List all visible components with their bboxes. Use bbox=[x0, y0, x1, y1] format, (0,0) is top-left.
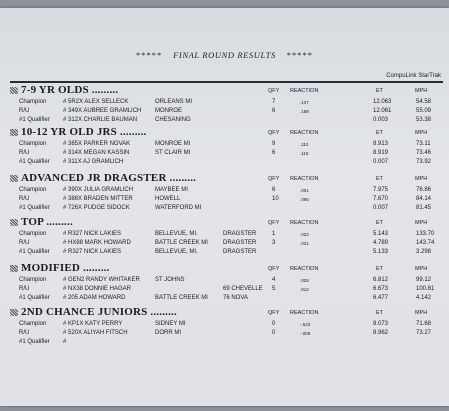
qualify-position: 0 bbox=[272, 321, 276, 327]
row-label: Champion bbox=[19, 277, 47, 283]
speed-mph: 54.58 bbox=[416, 99, 432, 105]
result-row bbox=[0, 338, 449, 347]
racer-city: WATERFORD MI bbox=[155, 205, 202, 211]
col-header-mph: MPH bbox=[415, 220, 428, 226]
col-header-mph: MPH bbox=[415, 176, 428, 182]
row-label: #1 Qualifier bbox=[19, 117, 50, 123]
section-5 bbox=[0, 306, 449, 347]
reaction-time: .189 bbox=[300, 109, 309, 114]
elapsed-time: 0.007 bbox=[373, 159, 389, 165]
result-row bbox=[0, 248, 449, 257]
title-text: FINAL ROUND RESULTS bbox=[173, 50, 276, 60]
reaction-time: .115 bbox=[300, 151, 309, 156]
col-header-qfy: QFY bbox=[268, 130, 280, 136]
section-title: TOP ......... bbox=[21, 216, 73, 228]
result-row bbox=[0, 158, 449, 167]
reaction-time: .095 bbox=[300, 197, 309, 202]
racer-name: # 311X AJ GRAMLICH bbox=[63, 159, 124, 165]
qualify-position: 10 bbox=[272, 196, 279, 202]
racer-name: # R327 NICK LAKIES bbox=[63, 231, 122, 237]
speed-mph: 73.11 bbox=[416, 141, 431, 147]
elapsed-time: 9.073 bbox=[373, 321, 389, 327]
title-stars-right: ***** bbox=[286, 50, 313, 60]
speed-mph: 76.86 bbox=[416, 187, 432, 193]
section-1 bbox=[0, 126, 449, 167]
col-header-et: ET bbox=[376, 310, 384, 316]
header-divider bbox=[10, 81, 443, 83]
reaction-time: .012 bbox=[300, 287, 309, 292]
col-header-qfy: QFY bbox=[268, 266, 280, 272]
row-label: R/U bbox=[19, 286, 30, 292]
result-row bbox=[0, 230, 449, 239]
result-row bbox=[0, 149, 449, 158]
racer-city: MAYBEE MI bbox=[155, 187, 188, 193]
section-3 bbox=[0, 216, 449, 257]
speed-mph: 3.298 bbox=[416, 249, 432, 255]
section-marker-icon bbox=[10, 129, 18, 136]
racer-car: 69 CHEVELLE bbox=[223, 286, 263, 292]
col-header-et: ET bbox=[376, 266, 384, 272]
reaction-time: .001 bbox=[300, 188, 309, 193]
racer-name: # GEN2 RANDY WHITAKER bbox=[63, 277, 140, 283]
result-row bbox=[0, 116, 449, 125]
racer-city: MONROE bbox=[155, 108, 182, 114]
qualify-position: 0 bbox=[272, 330, 276, 336]
racer-name: # 726X PUDGE SIDOCK bbox=[63, 205, 130, 211]
col-header-reaction: REACTION bbox=[290, 266, 319, 272]
qualify-position: 3 bbox=[272, 240, 276, 246]
qualify-position: 5 bbox=[272, 286, 276, 292]
result-row bbox=[0, 140, 449, 149]
section-title: 10-12 YR OLD JRS ......... bbox=[21, 126, 147, 138]
reaction-time: .137 bbox=[300, 100, 309, 105]
col-header-et: ET bbox=[376, 88, 384, 94]
result-row bbox=[0, 239, 449, 248]
qualify-position: 6 bbox=[272, 108, 276, 114]
speed-mph: 4.142 bbox=[416, 295, 432, 301]
section-marker-icon bbox=[10, 265, 18, 272]
racer-name: # R327 NICK LAKIES bbox=[63, 249, 122, 255]
elapsed-time: 8.913 bbox=[373, 141, 389, 147]
speed-mph: 81.45 bbox=[416, 205, 432, 211]
elapsed-time: 6.812 bbox=[373, 277, 389, 283]
title-stars-left: ***** bbox=[135, 50, 163, 60]
racer-name: # 205 ADAM HOWARD bbox=[63, 295, 126, 301]
racer-name: # 385X PARKER NOVAK bbox=[63, 141, 131, 147]
qualify-position: 4 bbox=[272, 277, 276, 283]
qualify-position: 1 bbox=[272, 231, 276, 237]
qualify-position: 7 bbox=[272, 99, 276, 105]
racer-name: # KP1X KATY PERRY bbox=[63, 321, 123, 327]
racer-city: DORR MI bbox=[155, 330, 181, 336]
col-header-reaction: REACTION bbox=[290, 88, 319, 94]
racer-name: # 388X BRADEN MITTER bbox=[63, 196, 133, 202]
col-header-qfy: QFY bbox=[268, 310, 280, 316]
result-row bbox=[0, 107, 449, 116]
brand-label: CompuLink StarTrak bbox=[386, 73, 441, 79]
elapsed-time: 8.962 bbox=[373, 330, 389, 336]
elapsed-time: 7.975 bbox=[373, 187, 389, 193]
result-row bbox=[0, 320, 449, 329]
result-row bbox=[0, 294, 449, 303]
racer-city: ST JOHNS bbox=[155, 277, 185, 283]
racer-city: CHESANING bbox=[155, 117, 191, 123]
row-label: R/U bbox=[19, 330, 30, 336]
speed-mph: 99.12 bbox=[416, 277, 432, 283]
racer-city: BELLEVUE, MI. bbox=[155, 231, 198, 237]
result-row bbox=[0, 186, 449, 195]
section-title: MODIFIED ......... bbox=[21, 262, 110, 274]
section-title: 7-9 YR OLDS ......... bbox=[21, 84, 119, 96]
racer-name: # 349X AUBREE GRAMLICH bbox=[63, 108, 142, 114]
elapsed-time: 6.477 bbox=[373, 295, 389, 301]
col-header-qfy: QFY bbox=[268, 176, 280, 182]
speed-mph: 53.38 bbox=[416, 117, 432, 123]
row-label: #1 Qualifier bbox=[19, 295, 50, 301]
section-title: 2ND CHANCE JUNIORS ......... bbox=[21, 306, 177, 318]
racer-city: MONROE MI bbox=[155, 141, 191, 147]
racer-city: SIDNEY MI bbox=[155, 321, 186, 327]
elapsed-time: 7.670 bbox=[373, 196, 389, 202]
section-marker-icon bbox=[10, 175, 18, 182]
row-label: Champion bbox=[19, 321, 47, 327]
elapsed-time: 8.919 bbox=[373, 150, 389, 156]
elapsed-time: 6.673 bbox=[373, 286, 389, 292]
racer-city: ORLEANS MI bbox=[155, 99, 193, 105]
reaction-time: .022 bbox=[300, 232, 309, 237]
row-label: R/U bbox=[19, 108, 30, 114]
col-header-qfy: QFY bbox=[268, 88, 280, 94]
result-row bbox=[0, 98, 449, 107]
racer-name: # HX88 MARK HOWARD bbox=[63, 240, 131, 246]
col-header-qfy: QFY bbox=[268, 220, 280, 226]
row-label: #1 Qualifier bbox=[19, 249, 50, 255]
reaction-time: -.543 bbox=[300, 322, 311, 327]
qualify-position: 6 bbox=[272, 187, 276, 193]
section-header bbox=[0, 84, 449, 98]
row-label: Champion bbox=[19, 141, 47, 147]
section-0 bbox=[0, 84, 449, 125]
elapsed-time: 5.143 bbox=[373, 231, 389, 237]
speed-mph: 84.14 bbox=[416, 196, 432, 202]
racer-name: # 520X ALIYAH FITSCH bbox=[63, 330, 128, 336]
section-2 bbox=[0, 172, 449, 213]
row-label: #1 Qualifier bbox=[19, 339, 50, 345]
speed-mph: 143.74 bbox=[416, 240, 435, 246]
result-row bbox=[0, 329, 449, 338]
section-title: ADVANCED JR DRAGSTER ......... bbox=[21, 172, 197, 184]
col-header-et: ET bbox=[376, 130, 384, 136]
section-marker-icon bbox=[10, 87, 18, 94]
section-header bbox=[0, 126, 449, 140]
speed-mph: 73.27 bbox=[416, 330, 432, 336]
row-label: #1 Qualifier bbox=[19, 205, 50, 211]
elapsed-time: 12.063 bbox=[373, 99, 392, 105]
racer-city: BATTLE CREEK MI bbox=[155, 240, 208, 246]
result-row bbox=[0, 285, 449, 294]
result-row bbox=[0, 204, 449, 213]
elapsed-time: 12.061 bbox=[373, 108, 392, 114]
section-4 bbox=[0, 262, 449, 303]
row-label: R/U bbox=[19, 196, 30, 202]
reaction-time: .021 bbox=[300, 241, 309, 246]
col-header-reaction: REACTION bbox=[290, 176, 319, 182]
row-label: Champion bbox=[19, 231, 47, 237]
racer-car: DRAGSTER bbox=[223, 249, 257, 255]
racer-car: DRAGSTER bbox=[223, 231, 257, 237]
col-header-mph: MPH bbox=[415, 310, 428, 316]
section-header bbox=[0, 306, 449, 320]
col-header-reaction: REACTION bbox=[290, 130, 319, 136]
racer-name: # 5R2X ALEX SELLECK bbox=[63, 99, 129, 105]
speed-mph: 55.09 bbox=[416, 108, 432, 114]
racer-city: BELLEVUE, MI. bbox=[155, 249, 198, 255]
section-header bbox=[0, 216, 449, 230]
qualify-position: 6 bbox=[272, 150, 276, 156]
row-label: Champion bbox=[19, 187, 47, 193]
section-marker-icon bbox=[10, 309, 18, 316]
reaction-time: .028 bbox=[300, 278, 309, 283]
elapsed-time: 5.133 bbox=[373, 249, 389, 255]
page-title bbox=[0, 50, 449, 60]
racer-city: ST CLAIR MI bbox=[155, 150, 191, 156]
racer-name: # 312X CHARLIE BAUMAN bbox=[63, 117, 138, 123]
col-header-mph: MPH bbox=[415, 130, 428, 136]
result-row bbox=[0, 276, 449, 285]
col-header-et: ET bbox=[376, 176, 384, 182]
row-label: R/U bbox=[19, 150, 30, 156]
speed-mph: 73.92 bbox=[416, 159, 432, 165]
qualify-position: 9 bbox=[272, 141, 276, 147]
col-header-mph: MPH bbox=[415, 88, 428, 94]
result-row bbox=[0, 195, 449, 204]
row-label: Champion bbox=[19, 99, 47, 105]
row-label: R/U bbox=[19, 240, 30, 246]
racer-name: # 314X MEGAN KASSIN bbox=[63, 150, 130, 156]
col-header-reaction: REACTION bbox=[290, 310, 319, 316]
elapsed-time: 0.003 bbox=[373, 117, 389, 123]
speed-mph: 73.46 bbox=[416, 150, 432, 156]
col-header-mph: MPH bbox=[415, 266, 428, 272]
racer-name: # bbox=[63, 339, 67, 345]
racer-car: 76 NOVA bbox=[223, 295, 248, 301]
speed-mph: 100.81 bbox=[416, 286, 435, 292]
section-header bbox=[0, 172, 449, 186]
section-header bbox=[0, 262, 449, 276]
section-marker-icon bbox=[10, 219, 18, 226]
elapsed-time: 0.007 bbox=[373, 205, 389, 211]
speed-mph: 133.70 bbox=[416, 231, 435, 237]
reaction-time: .110 bbox=[300, 142, 309, 147]
col-header-et: ET bbox=[376, 220, 384, 226]
racer-name: # 390X JULIA GRAMLICH bbox=[63, 187, 134, 193]
racer-city: BATTLE CREEK MI bbox=[155, 295, 208, 301]
racer-car: DRAGSTER bbox=[223, 240, 257, 246]
speed-mph: 71.68 bbox=[416, 321, 432, 327]
reaction-time: -.009 bbox=[300, 331, 311, 336]
racer-name: # NX38 DONNIE HAGAR bbox=[63, 286, 132, 292]
racer-city: HOWELL bbox=[155, 196, 181, 202]
row-label: #1 Qualifier bbox=[19, 159, 50, 165]
elapsed-time: 4.789 bbox=[373, 240, 389, 246]
col-header-reaction: REACTION bbox=[290, 220, 319, 226]
